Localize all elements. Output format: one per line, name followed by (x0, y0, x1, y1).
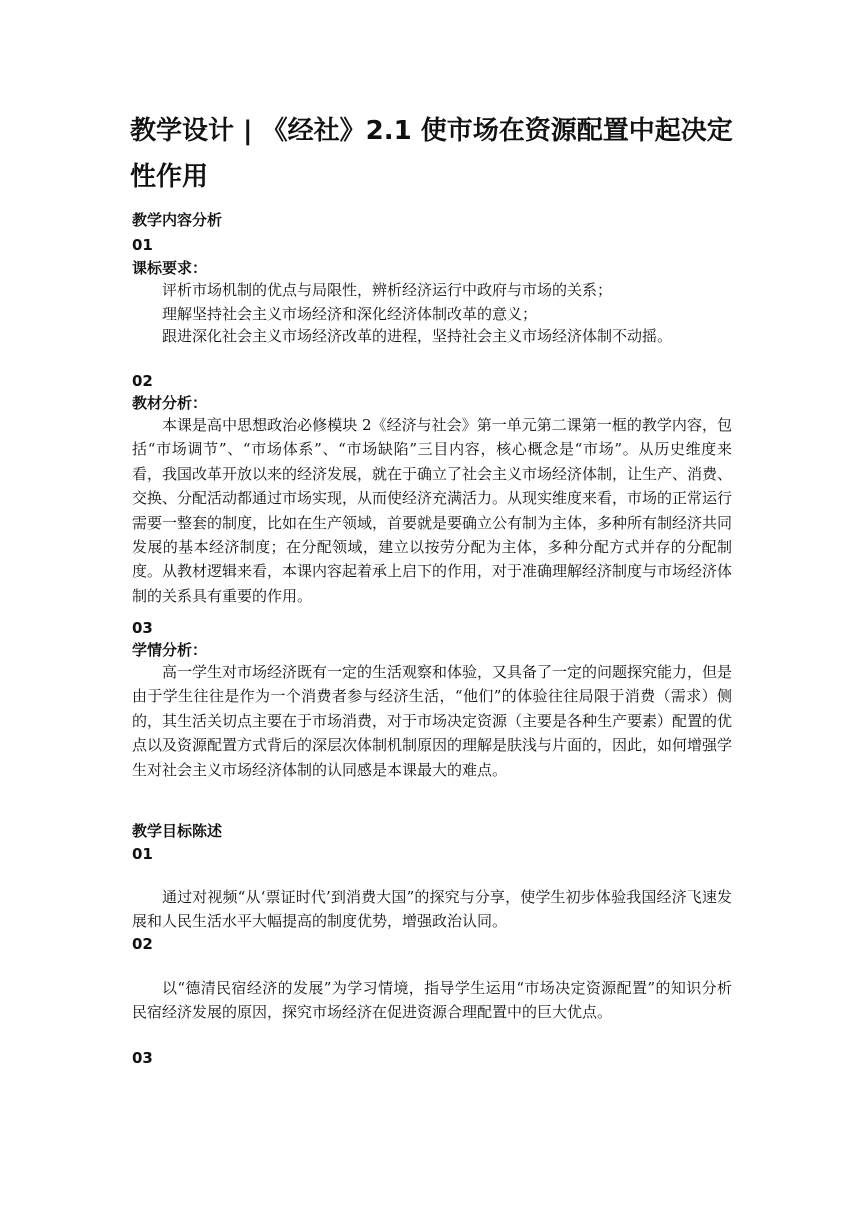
section-heading-content-analysis: 教学内容分析 (132, 211, 223, 229)
item-number-02: 02 (132, 372, 153, 390)
page-title: 教学设计 | 《经社》2.1 使市场在资源配置中起决定性作用 (130, 116, 733, 192)
objective-number-02: 02 (132, 935, 153, 953)
curriculum-item: 理解坚持社会主义市场经济和深化经济体制改革的意义； (162, 305, 538, 323)
student-analysis-text: 高一学生对市场经济既有一定的生活观察和体验，又具备了一定的问题探究能力，但是由于学生往往是作为一个消费者参与经济生活，“他们”的体验往往局限于消费（需求）侧的，其生活关切点主要在于市场消费，对于市场决定资源（主要是各种生产要素）配置的优点以及资源配置方式背后的深层次体制机制原因的理解是肤浅与片面的，因此，如何增强学生对社会主义市场经济体制的认同感是本课最大的难点。 (132, 663, 733, 779)
section-heading-objectives: 教学目标陈述 (132, 822, 223, 840)
textbook-analysis-text: 本课是高中思想政治必修模块 2《经济与社会》第一单元第二课第一框的教学内容，包括“市场调节”、“市场体系”、“市场缺陷”三目内容，核心概念是“市场”。从历史维度来看，我国改革开放以来的经济发展，就在于确立了社会主义市场经济体制，让生产、消费、交换、分配活动都通过市场实现，从而使经济充满活力。从现实维度来看，市场的正常运行需要一整套的制度，比如在生产领域，首要就是要确立公有制为主体，多种所有制经济共同发展的基本经济制度；在分配领域，建立以按劳分配为主体，多种分配方式并存的分配制度。从教材逻辑来看，本课内容起着承上启下的作用，对于准确理解经济制度与市场经济体制的关系具有重要的作用。 (132, 416, 733, 605)
textbook-analysis-label: 教材分析： (132, 394, 208, 412)
item-number-01: 01 (132, 236, 153, 254)
curriculum-item: 评析市场机制的优点与局限性，辨析经济运行中政府与市场的关系； (162, 281, 613, 299)
item-number-03: 03 (132, 619, 153, 637)
curriculum-item: 跟进深化社会主义市场经济改革的进程，坚持社会主义市场经济体制不动摇。 (162, 327, 673, 345)
objective-text: 通过对视频“从‘票证时代’到消费大国”的探究与分享，使学生初步体验我国经济飞速发展和人民生活水平大幅提高的制度优势，增强政治认同。 (132, 888, 732, 931)
objective-text: 以“德清民宿经济的发展”为学习情境，指导学生运用“市场决定资源配置”的知识分析民宿经济发展的原因，探究市场经济在促进资源合理配置中的巨大优点。 (132, 979, 732, 1022)
curriculum-requirements-label: 课标要求： (132, 259, 208, 277)
student-analysis-label: 学情分析： (132, 641, 208, 659)
objective-number-01: 01 (132, 845, 153, 863)
objective-number-03: 03 (132, 1049, 153, 1067)
